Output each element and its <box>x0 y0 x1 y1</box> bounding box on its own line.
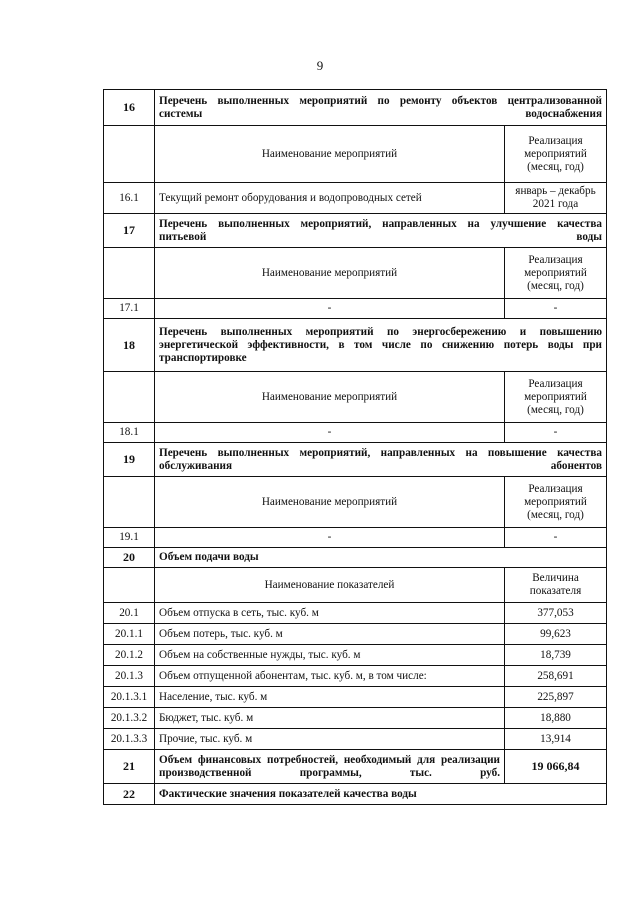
section-16-column-header-row <box>104 126 607 183</box>
section-19-col-impl: Реализация мероприятий (месяц, год) <box>505 477 607 528</box>
section-18-col-impl: Реализация мероприятий (месяц, год) <box>505 372 607 423</box>
table-row <box>104 687 607 708</box>
row-value: январь – декабрь 2021 года <box>505 183 607 214</box>
section-20-title: Объем подачи воды <box>155 548 607 568</box>
section-17-title: Перечень выполненных мероприятий, направленных на улучшение качества питьевой воды <box>155 214 607 248</box>
section-22-number: 22 <box>104 784 155 805</box>
section-18-header-row <box>104 319 607 372</box>
section-20-empty-cell <box>104 568 155 603</box>
report-table <box>103 89 607 805</box>
row-value: 99,623 <box>505 624 607 645</box>
row-number: 16.1 <box>104 183 155 214</box>
row-name: Население, тыс. куб. м <box>155 687 505 708</box>
table-row <box>104 624 607 645</box>
section-18-number: 18 <box>104 319 155 372</box>
table-row <box>104 603 607 624</box>
row-number: 20.1.2 <box>104 645 155 666</box>
table-row <box>104 423 607 443</box>
section-19-col-name: Наименование мероприятий <box>155 477 505 528</box>
page-number: 9 <box>316 58 324 73</box>
row-value: - <box>505 528 607 548</box>
row-value: 377,053 <box>505 603 607 624</box>
section-19-column-header-row <box>104 477 607 528</box>
section-20-header-row <box>104 548 607 568</box>
row-name: - <box>155 423 505 443</box>
section-16-number: 16 <box>104 90 155 126</box>
row-number: 19.1 <box>104 528 155 548</box>
row-number: 18.1 <box>104 423 155 443</box>
row-number: 20.1.3 <box>104 666 155 687</box>
row-number: 20.1.1 <box>104 624 155 645</box>
row-value: 18,739 <box>505 645 607 666</box>
table-row <box>104 666 607 687</box>
section-20-column-header-row <box>104 568 607 603</box>
section-17-col-impl: Реализация мероприятий (месяц, год) <box>505 248 607 299</box>
section-21-row <box>104 750 607 784</box>
section-21-number: 21 <box>104 750 155 784</box>
row-value: - <box>505 299 607 319</box>
section-22-title: Фактические значения показателей качества воды <box>155 784 607 805</box>
section-19-empty-cell <box>104 477 155 528</box>
row-name: Объем потерь, тыс. куб. м <box>155 624 505 645</box>
row-value: 18,880 <box>505 708 607 729</box>
section-17-empty-cell <box>104 248 155 299</box>
table-row <box>104 708 607 729</box>
row-name: Текущий ремонт оборудования и водопроводных сетей <box>155 183 505 214</box>
section-16-col-name: Наименование мероприятий <box>155 126 505 183</box>
section-18-empty-cell <box>104 372 155 423</box>
section-19-number: 19 <box>104 443 155 477</box>
section-19-header-row <box>104 443 607 477</box>
section-17-header-row <box>104 214 607 248</box>
section-19-title: Перечень выполненных мероприятий, направленных на повышение качества обслуживания абонентов <box>155 443 607 477</box>
table-row <box>104 528 607 548</box>
section-21-title: Объем финансовых потребностей, необходимый для реализации производственной программы, тыс. руб. <box>155 750 505 784</box>
section-20-col-value: Величина показателя <box>505 568 607 603</box>
row-number: 20.1.3.1 <box>104 687 155 708</box>
section-18-col-name: Наименование мероприятий <box>155 372 505 423</box>
table-row <box>104 645 607 666</box>
section-16-empty-cell <box>104 126 155 183</box>
row-number: 20.1.3.2 <box>104 708 155 729</box>
section-18-column-header-row <box>104 372 607 423</box>
section-22-header-row <box>104 784 607 805</box>
row-value: - <box>505 423 607 443</box>
row-name: - <box>155 299 505 319</box>
section-20-number: 20 <box>104 548 155 568</box>
section-21-value: 19 066,84 <box>505 750 607 784</box>
section-17-number: 17 <box>104 214 155 248</box>
row-name: Прочие, тыс. куб. м <box>155 729 505 750</box>
table-row <box>104 729 607 750</box>
section-18-title: Перечень выполненных мероприятий по энергосбережению и повышению энергетической эффективности, в том числе по снижению потерь воды при транспортировке <box>155 319 607 372</box>
section-20-col-name: Наименование показателей <box>155 568 505 603</box>
table-row <box>104 299 607 319</box>
row-value: 225,897 <box>505 687 607 708</box>
row-value: 13,914 <box>505 729 607 750</box>
row-name: Объем отпущенной абонентам, тыс. куб. м, в том числе: <box>155 666 505 687</box>
section-16-title: Перечень выполненных мероприятий по ремонту объектов централизованной системы водоснабжения <box>155 90 607 126</box>
section-17-column-header-row <box>104 248 607 299</box>
row-name: Объем отпуска в сеть, тыс. куб. м <box>155 603 505 624</box>
row-number: 17.1 <box>104 299 155 319</box>
row-name: Бюджет, тыс. куб. м <box>155 708 505 729</box>
section-16-header-row <box>104 90 607 126</box>
row-value: 258,691 <box>505 666 607 687</box>
row-name: Объем на собственные нужды, тыс. куб. м <box>155 645 505 666</box>
section-17-col-name: Наименование мероприятий <box>155 248 505 299</box>
row-number: 20.1 <box>104 603 155 624</box>
table-row <box>104 183 607 214</box>
row-number: 20.1.3.3 <box>104 729 155 750</box>
row-name: - <box>155 528 505 548</box>
section-16-col-impl: Реализация мероприятий (месяц, год) <box>505 126 607 183</box>
